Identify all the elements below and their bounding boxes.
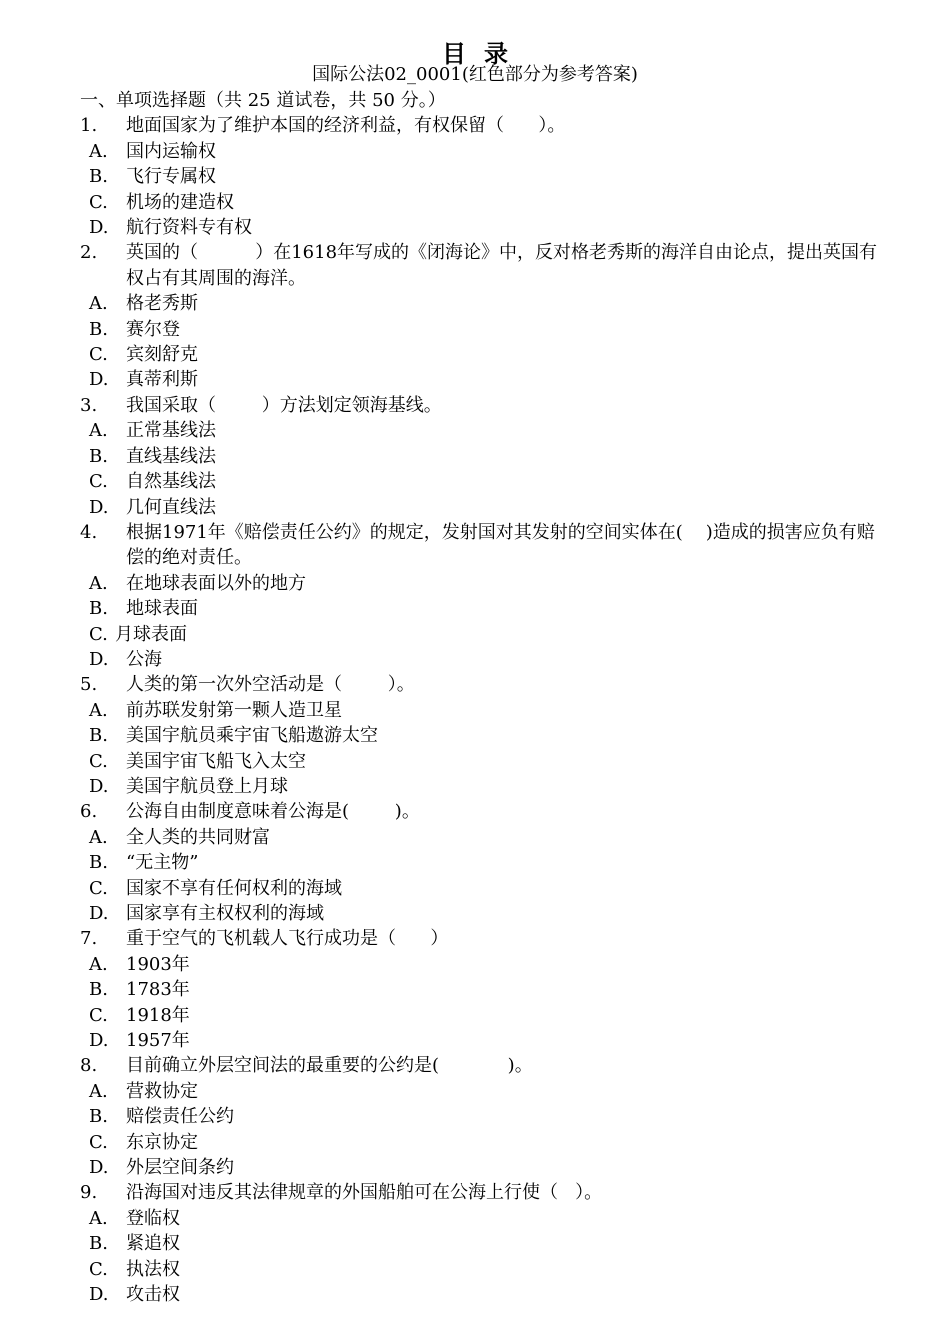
answer-option [80,367,880,392]
option-text: 格老秀斯 [126,293,198,315]
option-letter: B. [89,1106,108,1128]
question-stem [80,1180,880,1205]
answer-option [80,444,880,469]
question-text: 地面国家为了维护本国的经济利益，有权保留（ ）。 [126,115,566,137]
question-stem [80,520,880,571]
option-text: 全人类的共同财富 [126,826,270,848]
question-text: 英国的（ ）在1618年写成的《闭海论》中，反对格老秀斯的海洋自由论点，提出英国有权占有其周围的海洋。 [126,242,878,289]
option-text: 外层空间条约 [126,1157,234,1179]
option-letter: A. [89,699,108,721]
section-heading: 一、单项选择题（共 25 道试卷，共 50 分。） [80,90,446,111]
answer-option [80,850,880,875]
answer-option [80,622,880,647]
option-text: 攻击权 [126,1284,180,1306]
option-text: 1903年 [126,953,190,975]
option-letter: C. [89,191,108,213]
answer-option [80,1155,880,1180]
option-text: 美国宇宙飞船飞入太空 [126,750,306,772]
option-letter: A. [89,293,108,315]
option-letter: B. [89,979,108,1001]
option-text: 营救协定 [126,1080,198,1102]
question-list [80,88,880,1308]
question-number: 1. [80,115,98,137]
page-title: 目录 [442,40,526,68]
option-text: 国家不享有任何权利的海域 [126,877,342,899]
option-text: 赛尔登 [126,318,180,340]
question-text: 目前确立外层空间法的最重要的公约是( )。 [126,1055,533,1077]
option-text: 紧追权 [126,1233,180,1255]
option-letter: C. [89,1258,108,1280]
option-letter: D. [89,903,109,924]
answer-option [80,749,880,774]
question-number: 9. [80,1182,98,1204]
option-text: 东京协定 [126,1131,198,1153]
option-text: 公海 [126,648,162,670]
option-letter: C. [89,877,108,899]
option-letter: A. [89,1080,108,1102]
answer-option [80,1104,880,1129]
option-text: 登临权 [126,1207,180,1229]
option-text: 国家享有主权权利的海域 [126,903,324,924]
question-block [80,113,880,240]
option-letter: B. [89,852,108,874]
answer-option [80,495,880,520]
answer-option [80,723,880,748]
option-letter: D. [89,369,109,391]
option-text: 机场的建造权 [126,191,234,213]
option-text: 月球表面 [115,623,187,645]
answer-option [80,215,880,240]
question-block [80,520,880,672]
question-block [80,672,880,799]
option-text: 自然基线法 [126,471,216,493]
answer-option [80,952,880,977]
question-number: 7. [80,928,98,950]
answer-option [80,876,880,901]
question-number: 6. [80,801,98,823]
question-block [80,926,880,1053]
question-stem [80,1053,880,1078]
option-letter: A. [89,572,108,594]
question-block [80,1053,880,1180]
question-stem [80,672,880,697]
answer-option [80,571,880,596]
option-text: 宾刻舒克 [126,344,198,366]
option-text: 美国宇航员登上月球 [126,775,288,797]
option-letter: C. [89,1131,108,1153]
question-block [80,799,880,926]
option-letter: C. [89,471,108,493]
answer-option [80,825,880,850]
question-number: 8. [80,1055,98,1077]
option-text: 直线基线法 [126,445,216,467]
answer-option [80,1079,880,1104]
question-stem [80,799,880,824]
question-block [80,1180,880,1307]
answer-option [80,1282,880,1307]
option-letter: B. [89,598,108,620]
answer-option [80,469,880,494]
option-text: 1918年 [126,1004,190,1026]
exam-subtitle: 国际公法02_0001(红色部分为参考答案) [312,64,638,85]
option-text: 地球表面 [126,598,198,620]
option-letter: B. [89,725,108,747]
option-text: 航行资料专有权 [126,217,252,239]
question-block [80,393,880,520]
option-text: “无主物” [126,852,199,874]
option-text: 执法权 [126,1258,180,1280]
answer-option [80,1257,880,1282]
answer-option [80,1206,880,1231]
question-text: 根据1971年《赔偿责任公约》的规定，发射国对其发射的空间实体在( )造成的损害应负有赔偿的绝对责任。 [126,521,875,569]
questions-container [80,113,880,1307]
option-text: 美国宇航员乘宇宙飞船遨游太空 [126,725,378,747]
question-stem [80,113,880,138]
option-text: 飞行专属权 [126,166,216,188]
question-text: 我国采取（ ）方法划定领海基线。 [126,394,442,416]
option-text: 真蒂利斯 [126,369,198,391]
question-stem [80,393,880,418]
option-letter: D. [89,1157,109,1179]
answer-option [80,901,880,926]
option-letter: D. [89,496,109,518]
answer-option [80,1231,880,1256]
option-text: 赔偿责任公约 [126,1106,234,1128]
option-letter: A. [89,953,108,975]
option-text: 几何直线法 [126,496,216,518]
answer-option [80,1028,880,1053]
answer-option [80,317,880,342]
answer-option [80,139,880,164]
option-letter: D. [89,775,109,797]
question-number: 4. [80,521,98,543]
option-text: 前苏联发射第一颗人造卫星 [126,699,342,721]
option-letter: B. [89,166,108,188]
option-text: 1783年 [126,979,190,1001]
option-letter: C. [89,623,108,645]
question-block [80,240,880,392]
option-letter: D. [89,1284,109,1306]
question-text: 沿海国对违反其法律规章的外国船舶可在公海上行使（ ）。 [126,1182,603,1204]
option-letter: D. [89,1030,109,1052]
option-letter: C. [89,1004,108,1026]
option-letter: B. [89,1233,108,1255]
answer-option [80,190,880,215]
option-letter: D. [89,217,109,239]
answer-option [80,418,880,443]
option-letter: A. [89,826,108,848]
answer-option [80,291,880,316]
question-number: 3. [80,394,98,416]
question-number: 5. [80,674,98,696]
answer-option [80,342,880,367]
question-text: 公海自由制度意味着公海是( )。 [126,801,420,823]
option-letter: B. [89,445,108,467]
answer-option [80,164,880,189]
option-letter: D. [89,648,109,670]
answer-option [80,596,880,621]
answer-option [80,698,880,723]
answer-option [80,1130,880,1155]
answer-option [80,977,880,1002]
option-letter: A. [89,1207,108,1229]
question-stem [80,926,880,951]
option-letter: B. [89,318,108,340]
question-text: 重于空气的飞机载人飞行成功是（ ） [126,928,449,950]
option-text: 在地球表面以外的地方 [126,572,306,594]
option-text: 国内运输权 [126,140,216,162]
option-text: 正常基线法 [126,420,216,442]
answer-option [80,1003,880,1028]
question-number: 2. [80,242,98,264]
option-letter: A. [89,140,108,162]
answer-option [80,647,880,672]
option-letter: A. [89,420,108,442]
option-letter: C. [89,344,108,366]
answer-option [80,774,880,799]
question-text: 人类的第一次外空活动是（ ）。 [126,674,415,696]
option-text: 1957年 [126,1030,190,1052]
question-stem [80,240,880,291]
option-letter: C. [89,750,108,772]
